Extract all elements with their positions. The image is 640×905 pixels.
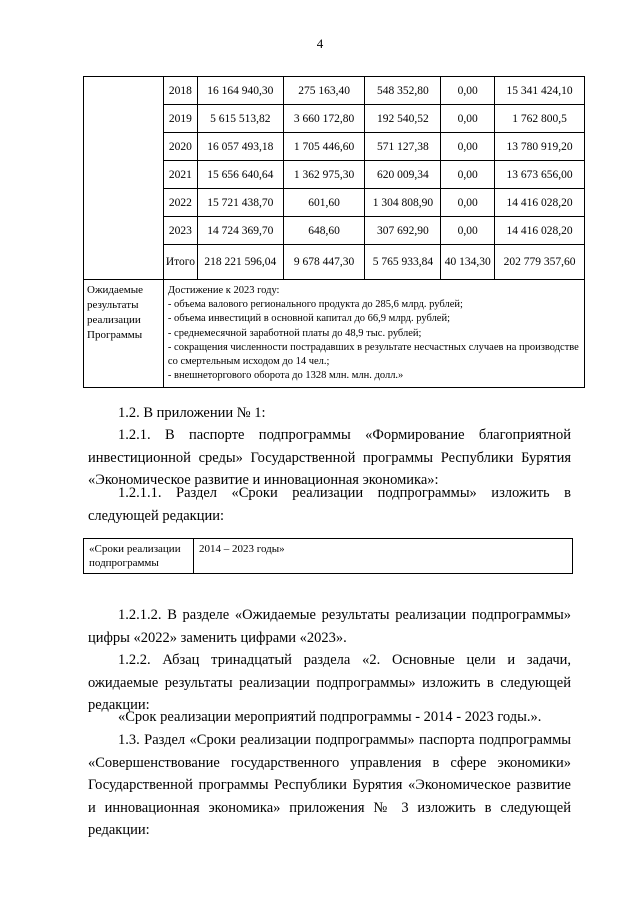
results-line: - объема валового регионального продукта до 285,6 млрд. рублей;	[167, 299, 463, 311]
amount-cell: 9 678 447,30	[283, 245, 365, 280]
period-label: «Сроки реализации подпрограммы	[84, 539, 194, 574]
table-row	[84, 77, 585, 105]
amount-cell: 0,00	[441, 189, 495, 217]
paragraph-1-2-1-2: 1.2.1.2. В разделе «Ожидаемые результаты реализации подпрограммы» цифры «2022» заменить цифрами «2023».	[88, 607, 571, 646]
results-line: - среднемесячной заработной платы до 48,9 тыс. рублей;	[167, 327, 422, 339]
amount-cell: 40 134,30	[441, 245, 495, 280]
amount-cell: 5 765 933,84	[365, 245, 441, 280]
year-cell: 2023	[163, 217, 197, 245]
paragraph-quote: «Срок реализации мероприятий подпрограммы - 2014 - 2023 годы.».	[118, 709, 542, 725]
amount-cell: 15 721 438,70	[197, 189, 283, 217]
amount-cell: 0,00	[441, 217, 495, 245]
finance-table	[83, 76, 585, 388]
amount-cell: 3 660 172,80	[283, 105, 365, 133]
amount-cell: 1 762 800,5	[495, 105, 585, 133]
page-number: 4	[316, 36, 324, 51]
paragraph-1-2-1-1: 1.2.1.1. Раздел «Сроки реализации подпрограммы» изложить в следующей редакции:	[88, 485, 571, 524]
amount-cell: 1 705 446,60	[283, 133, 365, 161]
amount-cell: 14 724 369,70	[197, 217, 283, 245]
paragraph-1-2: 1.2. В приложении № 1:	[118, 405, 266, 421]
amount-cell: 14 416 028,20	[495, 217, 585, 245]
amount-cell: 5 615 513,82	[197, 105, 283, 133]
amount-cell: 15 656 640,64	[197, 161, 283, 189]
amount-cell: 14 416 028,20	[495, 189, 585, 217]
amount-cell: 202 779 357,60	[495, 245, 585, 280]
amount-cell: 0,00	[441, 133, 495, 161]
amount-cell: 571 127,38	[365, 133, 441, 161]
blank-cell	[84, 77, 164, 280]
results-line: - сокращения численности пострадавших в результате несчастных случаев на производстве со смертельным исходом до 14 чел.;	[167, 341, 579, 368]
amount-cell: 0,00	[441, 161, 495, 189]
year-cell: 2022	[163, 189, 197, 217]
results-row	[84, 280, 585, 388]
amount-cell: 548 352,80	[365, 77, 441, 105]
results-line: Достижение к 2023 году:	[167, 285, 280, 296]
amount-cell: 648,60	[283, 217, 365, 245]
amount-cell: 0,00	[441, 77, 495, 105]
year-cell: 2020	[163, 133, 197, 161]
paragraph-1-3: 1.3. Раздел «Сроки реализации подпрограммы» паспорта подпрограммы «Совершенствование государственного управления в сфере экономики» Государственной программы Республики Бурятия «Экономическое развитие и инновационная экономика» приложения № 3 изложить в следующей редакции:	[88, 732, 571, 838]
amount-cell: 16 057 493,18	[197, 133, 283, 161]
amount-cell: 192 540,52	[365, 105, 441, 133]
amount-cell: 620 009,34	[365, 161, 441, 189]
year-cell: 2021	[163, 161, 197, 189]
paragraph-1-2-2: 1.2.2. Абзац тринадцатый раздела «2. Основные цели и задачи, ожидаемые результаты реализации подпрограммы» изложить в следующей редакции:	[88, 652, 571, 713]
year-cell: 2018	[163, 77, 197, 105]
year-cell: Итого	[163, 245, 197, 280]
paragraph-1-2-1: 1.2.1. В паспорте подпрограммы «Формирование благоприятной инвестиционной среды» Государственной программы Республики Бурятия «Экономическое развитие и инновационная экономика»:	[88, 427, 571, 488]
amount-cell: 275 163,40	[283, 77, 365, 105]
results-cell	[163, 280, 584, 388]
period-table	[83, 538, 573, 574]
results-label: Ожидаемые результаты реализации Программы	[84, 280, 164, 388]
amount-cell: 13 780 919,20	[495, 133, 585, 161]
amount-cell: 15 341 424,10	[495, 77, 585, 105]
year-cell: 2019	[163, 105, 197, 133]
amount-cell: 0,00	[441, 105, 495, 133]
results-line: - объема инвестиций в основной капитал до 66,9 млрд. рублей;	[167, 313, 451, 325]
amount-cell: 307 692,90	[365, 217, 441, 245]
amount-cell: 16 164 940,30	[197, 77, 283, 105]
amount-cell: 13 673 656,00	[495, 161, 585, 189]
results-line: - внешнеторгового оборота до 1328 млн. млн. долл.»	[167, 370, 404, 382]
amount-cell: 1 304 808,90	[365, 189, 441, 217]
amount-cell: 601,60	[283, 189, 365, 217]
amount-cell: 218 221 596,04	[197, 245, 283, 280]
period-value: 2014 – 2023 годы»	[194, 539, 573, 574]
amount-cell: 1 362 975,30	[283, 161, 365, 189]
